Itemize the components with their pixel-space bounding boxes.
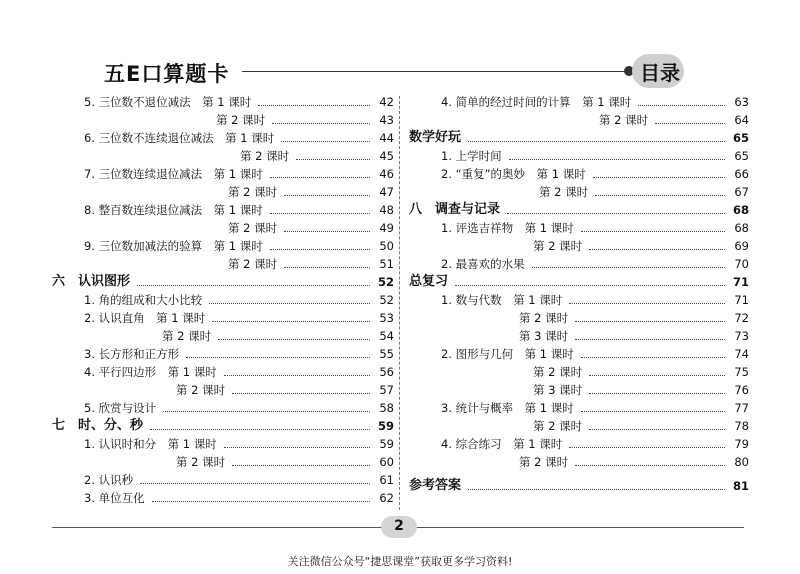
toc-entry-row[interactable] [441, 291, 749, 309]
toc-entry-title: 3. 统计与概率 第 1 课时 [441, 401, 574, 415]
toc-page-number: 54 [379, 329, 394, 343]
dot-leader [468, 141, 725, 142]
toc-entry-row[interactable] [162, 327, 394, 345]
toc-entry-row[interactable] [84, 93, 394, 111]
toc-entry-title: 4. 综合练习 第 1 课时 [441, 437, 563, 451]
toc-entry-title: 第 2 课时 [519, 311, 569, 325]
toc-chapter-row[interactable] [409, 477, 749, 495]
toc-entry-title: 2. 认识直角 第 1 课时 [84, 311, 206, 325]
column-divider [399, 96, 400, 510]
dot-leader [186, 357, 370, 358]
dot-leader [163, 411, 370, 412]
dot-leader [284, 195, 370, 196]
toc-entry-title: 2. 图形与几何 第 1 课时 [441, 347, 574, 361]
toc-entry-row[interactable] [441, 255, 749, 273]
toc-entry-title: 1. 认识时和分 第 1 课时 [84, 437, 217, 451]
dot-leader [284, 267, 370, 268]
toc-page-number: 68 [732, 203, 749, 217]
dot-leader [281, 141, 370, 142]
toc-entry-row[interactable] [539, 183, 749, 201]
toc-entry-title: 第 2 课时 [533, 365, 583, 379]
toc-entry-title: 1. 数与代数 第 1 课时 [441, 293, 563, 307]
toc-page-number: 80 [734, 455, 749, 469]
dot-leader [140, 483, 370, 484]
toc-entry-row[interactable] [84, 291, 394, 309]
toc-entry-row[interactable] [533, 363, 749, 381]
toc-entry-row[interactable] [441, 93, 749, 111]
toc-entry-row[interactable] [176, 453, 394, 471]
toc-entry-row[interactable] [216, 111, 394, 129]
dot-leader [272, 123, 370, 124]
toc-page-number: 44 [379, 131, 394, 145]
dot-leader [532, 267, 725, 268]
toc-entry-row[interactable] [84, 129, 394, 147]
toc-entry-title: 数学好玩 [409, 130, 462, 145]
toc-entry-title: 参考答案 [409, 478, 462, 493]
toc-page-number: 49 [379, 221, 394, 235]
toc-entry-row[interactable] [84, 309, 394, 327]
toc-page-number: 60 [379, 455, 394, 469]
toc-chapter-row[interactable] [52, 273, 394, 291]
toc-page-number: 68 [734, 221, 749, 235]
toc-chapter-row[interactable] [52, 417, 394, 435]
dot-leader [569, 303, 725, 304]
toc-entry-row[interactable] [441, 399, 749, 417]
toc-entry-title: 第 2 课时 [228, 221, 278, 235]
page-header [0, 0, 800, 90]
dot-leader [152, 501, 370, 502]
toc-entry-row[interactable] [228, 183, 394, 201]
toc-entry-title: 第 2 课时 [162, 329, 212, 343]
toc-page-number: 62 [379, 491, 394, 505]
toc-page-number: 51 [379, 257, 394, 271]
toc-entry-title: 4. 简单的经过时间的计算 第 1 课时 [441, 95, 632, 109]
toc-page-number: 65 [734, 149, 749, 163]
toc-entry-title: 4. 平行四边形 第 1 课时 [84, 365, 217, 379]
dot-leader [224, 447, 370, 448]
toc-entry-row[interactable] [441, 147, 749, 165]
toc-entry-row[interactable] [84, 489, 394, 507]
toc-page-number: 59 [379, 437, 394, 451]
dot-leader [589, 375, 725, 376]
dot-leader [270, 213, 370, 214]
toc-entry-row[interactable] [441, 435, 749, 453]
dot-leader [150, 429, 370, 430]
toc-chapter-row[interactable] [409, 273, 749, 291]
toc-page-number: 64 [734, 113, 749, 127]
toc-entry-title: 第 2 课时 [539, 185, 589, 199]
dot-leader [581, 231, 725, 232]
toc-page-number: 42 [379, 95, 394, 109]
dot-leader [569, 447, 725, 448]
toc-entry-row[interactable] [228, 255, 394, 273]
toc-entry-row[interactable] [519, 309, 749, 327]
toc-entry-title: 2. “重复”的奥妙 第 1 课时 [441, 167, 586, 181]
dot-leader [218, 339, 370, 340]
toc-entry-row[interactable] [84, 435, 394, 453]
dot-leader [209, 303, 370, 304]
toc-entry-row[interactable] [84, 201, 394, 219]
toc-entry-title: 第 2 课时 [216, 113, 266, 127]
toc-page-number: 74 [734, 347, 749, 361]
toc-entry-title: 5. 三位数不退位减法 第 1 课时 [84, 95, 252, 109]
toc-page-number: 45 [379, 149, 394, 163]
toc-chapter-row[interactable] [409, 201, 749, 219]
toc-page-number: 58 [379, 401, 394, 415]
toc-entry-row[interactable] [84, 345, 394, 363]
toc-entry-title: 总复习 [409, 274, 449, 289]
toc-entry-row[interactable] [441, 345, 749, 363]
toc-entry-row[interactable] [84, 471, 394, 489]
toc-entry-title: 7. 三位数连续退位减法 第 1 课时 [84, 167, 263, 181]
dot-leader [581, 357, 725, 358]
toc-page-number: 69 [734, 239, 749, 253]
toc-page-number: 71 [734, 293, 749, 307]
toc-entry-row[interactable] [599, 111, 749, 129]
toc-entry-title: 第 3 课时 [533, 383, 583, 397]
toc-entry-row[interactable] [519, 453, 749, 471]
dot-leader [232, 393, 370, 394]
dot-leader [284, 231, 370, 232]
dot-leader [655, 123, 725, 124]
toc-entry-title: 3. 单位互化 [84, 491, 145, 505]
toc-page-number: 50 [379, 239, 394, 253]
toc-page-number: 65 [732, 131, 749, 145]
toc-page-number: 78 [734, 419, 749, 433]
toc-entry-row[interactable] [84, 237, 394, 255]
toc-page-number: 81 [732, 479, 749, 493]
toc-chapter-row[interactable] [409, 129, 749, 147]
toc-page-number: 67 [734, 185, 749, 199]
dot-leader [296, 159, 370, 160]
toc-page-number: 70 [734, 257, 749, 271]
toc-page-number: 63 [734, 95, 749, 109]
toc-entry-row[interactable] [441, 219, 749, 237]
toc-entry-title: 七 时、分、秒 [52, 418, 144, 433]
toc-page-number: 61 [379, 473, 394, 487]
toc-page-number: 43 [379, 113, 394, 127]
page-number: 2 [394, 518, 404, 534]
toc-page-number: 47 [379, 185, 394, 199]
toc-entry-title: 六 认识图形 [52, 274, 131, 289]
toc-entry-row[interactable] [228, 219, 394, 237]
toc-entry-row[interactable] [240, 147, 394, 165]
toc-page-number: 79 [734, 437, 749, 451]
dot-leader [270, 249, 370, 250]
toc-page-number: 77 [734, 401, 749, 415]
dot-leader [212, 321, 370, 322]
toc-entry-row[interactable] [533, 381, 749, 399]
toc-page-number: 48 [379, 203, 394, 217]
dot-leader [455, 285, 725, 286]
brand-title: 五E口算题卡 [104, 62, 230, 86]
toc-entry-row[interactable] [519, 327, 749, 345]
toc-page-number: 75 [734, 365, 749, 379]
toc-page-number: 57 [379, 383, 394, 397]
dot-leader [575, 321, 725, 322]
dot-leader [224, 375, 370, 376]
dot-leader [593, 177, 725, 178]
toc-entry-title: 第 2 课时 [533, 239, 583, 253]
dot-leader [137, 285, 370, 286]
toc-page-number: 66 [734, 167, 749, 181]
toc-entry-title: 第 3 课时 [519, 329, 569, 343]
dot-leader [595, 195, 725, 196]
toc-entry-row[interactable] [84, 363, 394, 381]
toc-entry-row[interactable] [441, 165, 749, 183]
toc-entry-title: 第 2 课时 [519, 455, 569, 469]
toc-entry-title: 6. 三位数不连续退位减法 第 1 课时 [84, 131, 275, 145]
dot-leader [581, 411, 725, 412]
toc-entry-row[interactable] [84, 399, 394, 417]
toc-page-number: 73 [734, 329, 749, 343]
toc-entry-title: 第 2 课时 [599, 113, 649, 127]
toc-entry-row[interactable] [533, 237, 749, 255]
footer-note: 关注微信公众号“捷思课堂”获取更多学习资料! [287, 555, 513, 568]
toc-page-number: 76 [734, 383, 749, 397]
toc-entry-row[interactable] [84, 165, 394, 183]
toc-entry-title: 9. 三位数加减法的验算 第 1 课时 [84, 239, 263, 253]
dot-leader [638, 105, 725, 106]
toc-page-number: 72 [734, 311, 749, 325]
toc-entry-title: 第 2 课时 [228, 185, 278, 199]
toc-entry-title: 1. 评选吉祥物 第 1 课时 [441, 221, 574, 235]
toc-entry-title: 第 2 课时 [176, 383, 226, 397]
toc-entry-title: 1. 角的组成和大小比较 [84, 293, 203, 307]
toc-entry-title: 2. 最喜欢的水果 [441, 257, 525, 271]
dot-leader [468, 489, 725, 490]
dot-leader [270, 177, 370, 178]
toc-page-number: 59 [377, 419, 394, 433]
toc-entry-title: 8. 整百数连续退位减法 第 1 课时 [84, 203, 263, 217]
dot-leader [575, 465, 725, 466]
dot-leader [232, 465, 370, 466]
toc-entry-row[interactable] [176, 381, 394, 399]
toc-entry-title: 第 2 课时 [240, 149, 290, 163]
section-title: 目录 [640, 61, 680, 85]
toc-entry-title: 3. 长方形和正方形 [84, 347, 180, 361]
dot-leader [589, 393, 725, 394]
dot-leader [589, 249, 725, 250]
toc-page-number: 55 [379, 347, 394, 361]
toc-page-number: 56 [379, 365, 394, 379]
toc-page-number: 46 [379, 167, 394, 181]
toc-entry-title: 5. 欣赏与设计 [84, 401, 157, 415]
toc-entry-title: 2. 认识秒 [84, 473, 134, 487]
toc-entry-title: 1. 上学时间 [441, 149, 502, 163]
toc-page-number: 71 [732, 275, 749, 289]
toc-entry-title: 第 2 课时 [228, 257, 278, 271]
toc-page-number: 52 [377, 275, 394, 289]
dot-leader [258, 105, 370, 106]
dot-leader [589, 429, 725, 430]
dot-leader [509, 159, 725, 160]
toc-entry-title: 第 2 课时 [176, 455, 226, 469]
toc-page-number: 53 [379, 311, 394, 325]
toc-entry-title: 八 调查与记录 [409, 202, 501, 217]
toc-entry-row[interactable] [533, 417, 749, 435]
toc-entry-title: 第 2 课时 [533, 419, 583, 433]
header-rule [242, 71, 632, 72]
dot-leader [575, 339, 725, 340]
toc-page-number: 52 [379, 293, 394, 307]
dot-leader [507, 213, 725, 214]
